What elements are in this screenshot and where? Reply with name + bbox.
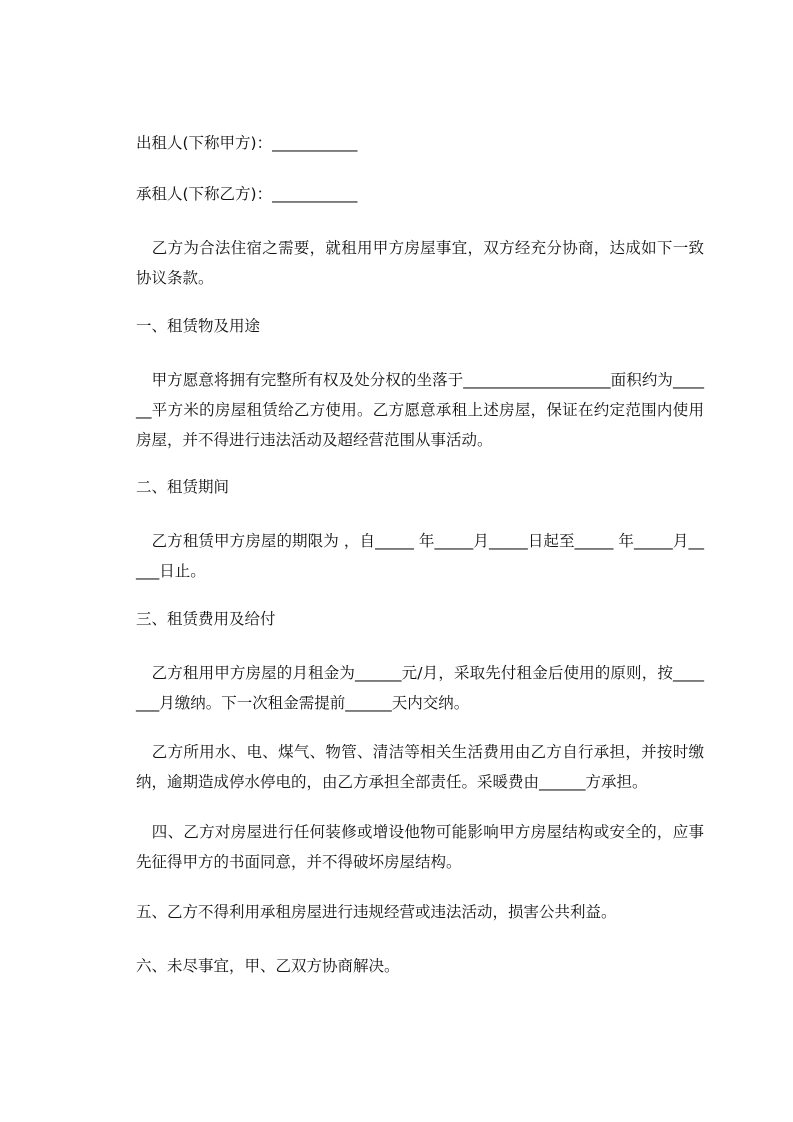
section5-paragraph: 五、乙方不得利用承租房屋进行违规经营或违法活动，损害公共利益。 bbox=[136, 903, 617, 921]
section6-paragraph: 六、未尽事宜，甲、乙双方协商解决。 bbox=[136, 957, 400, 975]
section3-paragraph-rent: 乙方租用甲方房屋的月租金为______元/月，采取先付租金后使用的原则，按_______月缴纳。下一次租金需提前______天内交纳。 bbox=[136, 664, 704, 712]
section3-heading: 三、租赁费用及给付 bbox=[136, 610, 276, 628]
lessee-line: 承租人(下称乙方)：___________ bbox=[136, 185, 358, 203]
section1-paragraph: 甲方愿意将拥有完整所有权及处分权的坐落于___________________面积约为______平方米的房屋租赁给乙方使用。乙方愿意承租上述房屋，保证在约定范围内使用房屋，并不得进行违法活动及超经营范围从事活动。 bbox=[136, 371, 704, 449]
intro-paragraph: 乙方为合法住宿之需要，就租用甲方房屋事宜，双方经充分协商，达成如下一致协议条款。 bbox=[136, 239, 704, 287]
section4-paragraph: 四、乙方对房屋进行任何装修或增设他物可能影响甲方房屋结构或安全的，应事先征得甲方的书面同意，并不得破坏房屋结构。 bbox=[136, 823, 704, 871]
section3-paragraph-utilities: 乙方所用水、电、煤气、物管、清洁等相关生活费用由乙方自行承担，并按时缴纳，逾期造成停水停电的，由乙方承担全部责任。采暖费由______方承担。 bbox=[136, 743, 704, 791]
lessor-line: 出租人(下称甲方)：___________ bbox=[136, 134, 358, 152]
section2-heading: 二、租赁期间 bbox=[136, 478, 230, 496]
section2-paragraph: 乙方租赁甲方房屋的期限为 ，自_____ 年_____月_____日起至_____ 年_____月_____日止。 bbox=[136, 532, 704, 580]
section1-heading: 一、租赁物及用途 bbox=[136, 317, 261, 335]
